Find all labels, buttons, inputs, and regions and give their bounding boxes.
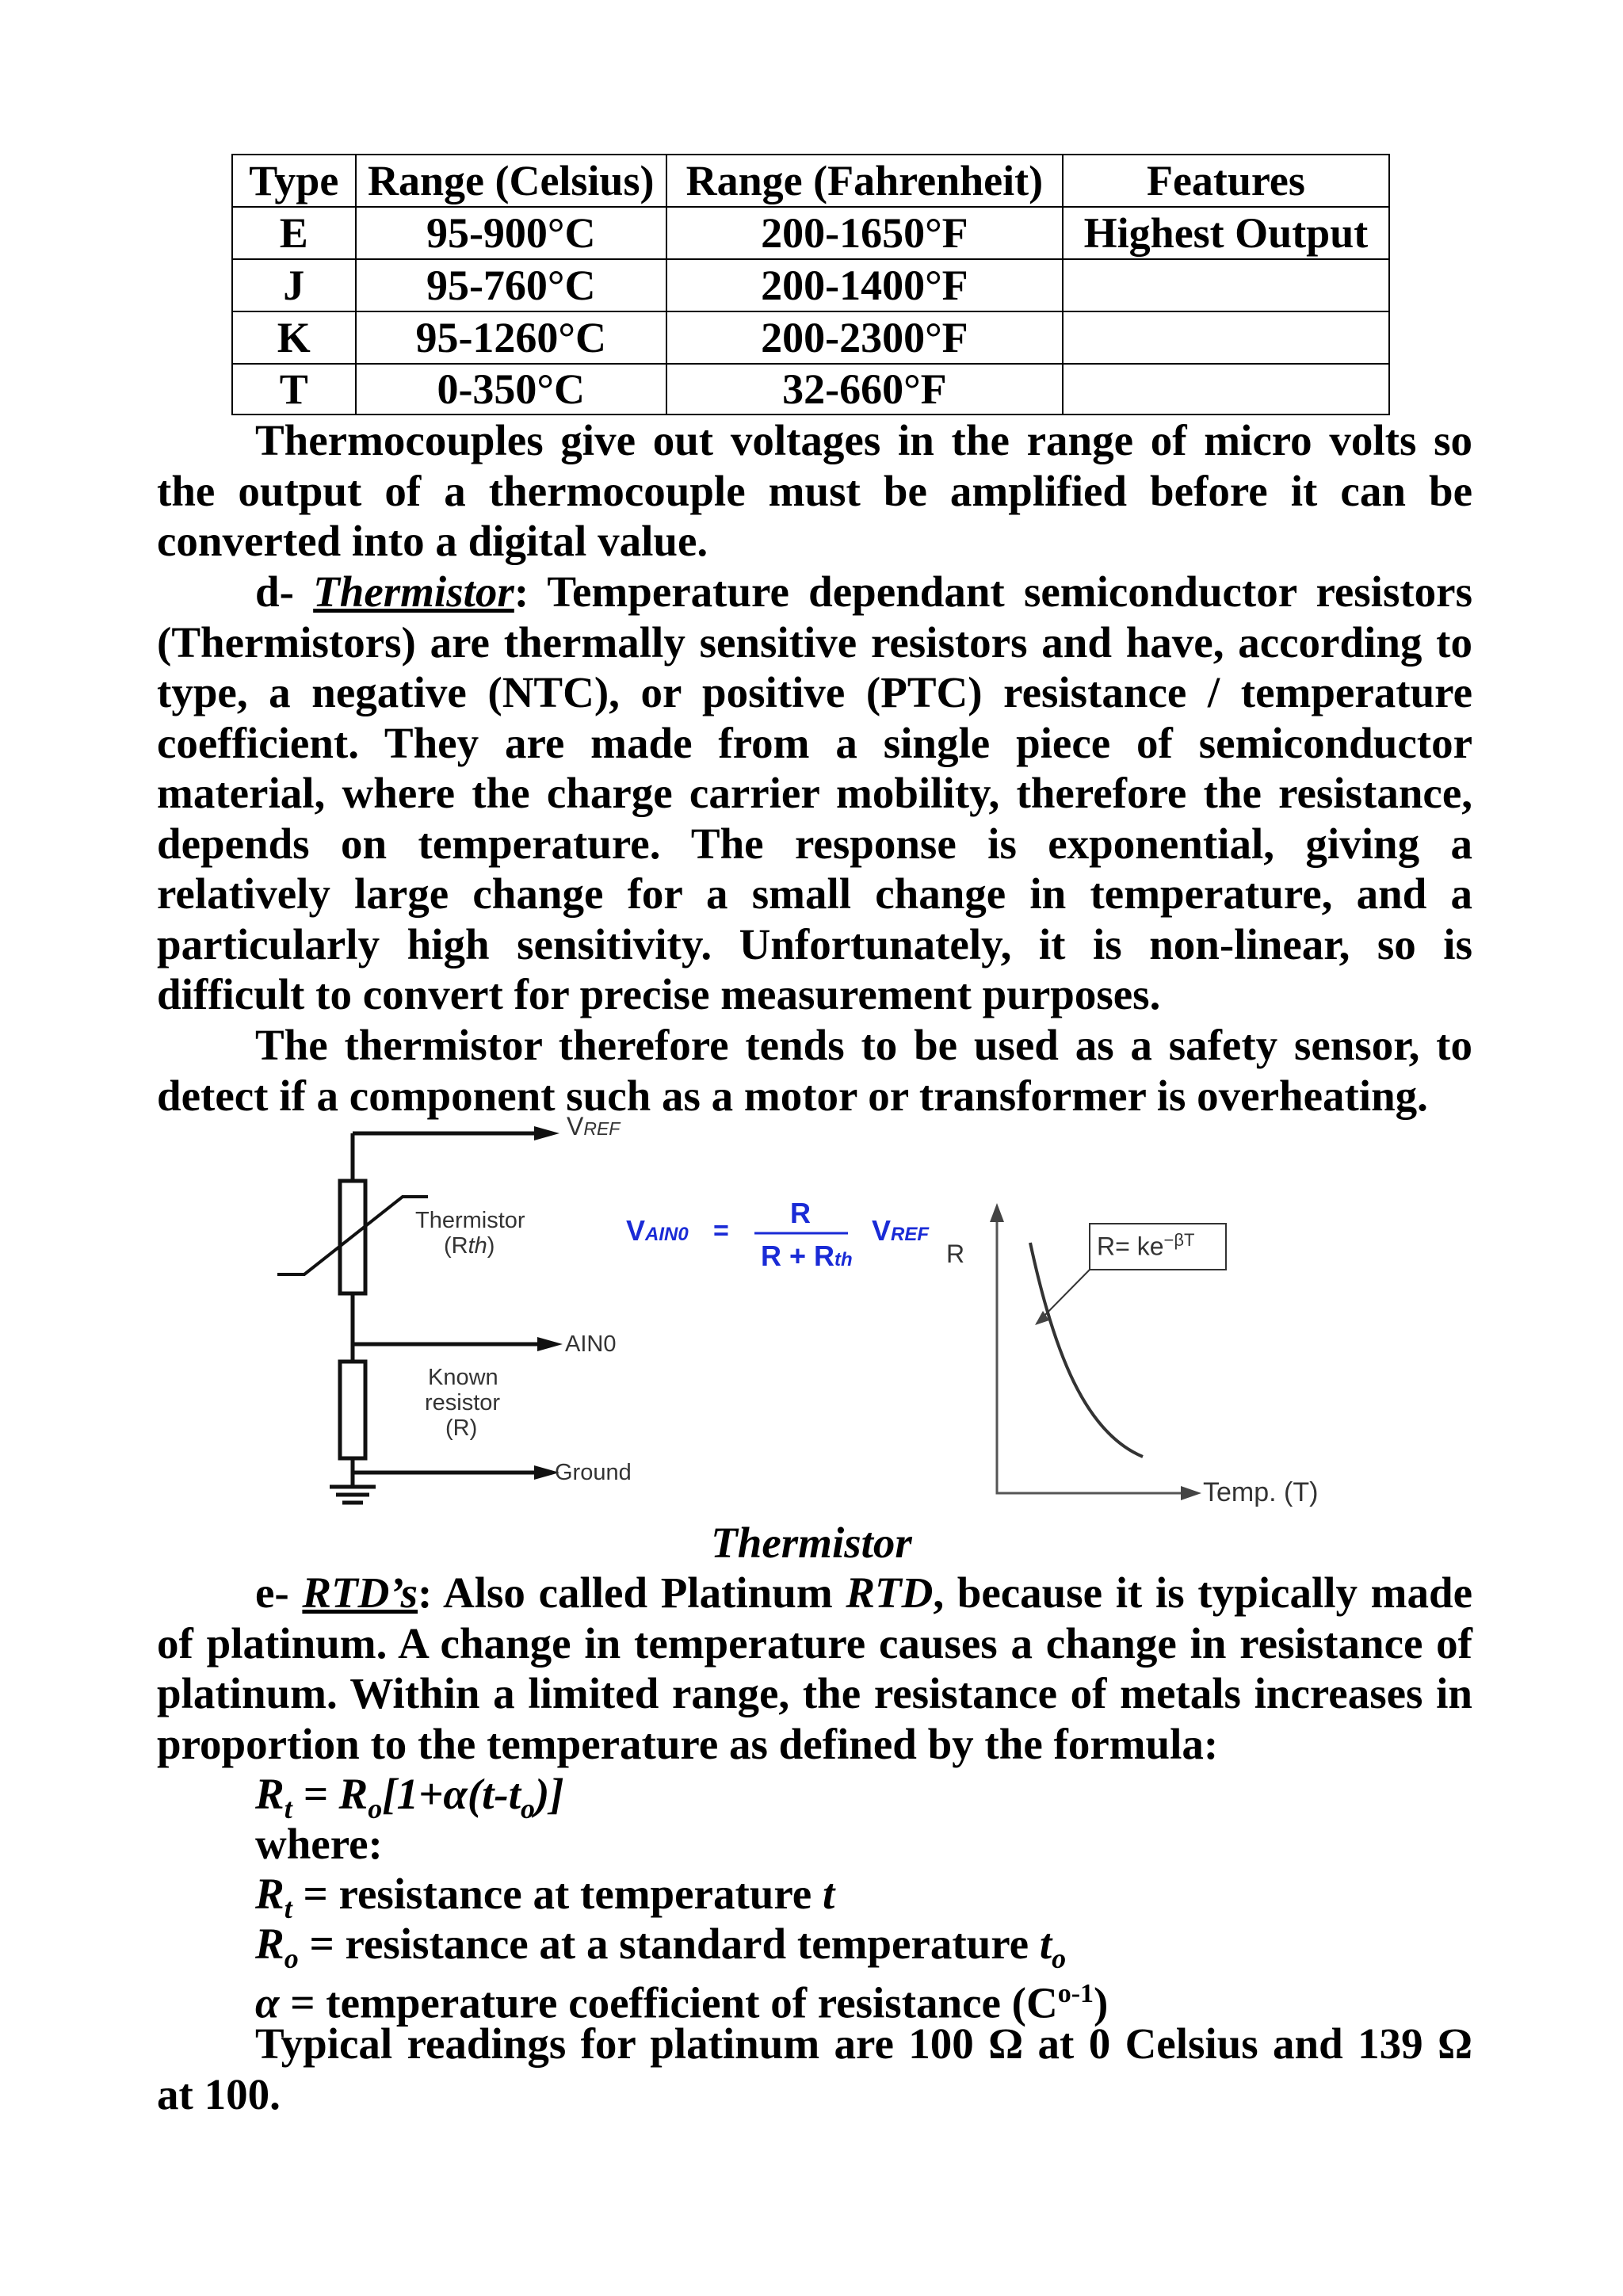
table-cell: 200-1400°F <box>666 259 1063 311</box>
eq-v: V <box>626 1214 646 1247</box>
formula-to-sub: o <box>521 1793 536 1824</box>
rtd-paragraph <box>157 1568 1472 1769</box>
table-cell: 200-2300°F <box>666 311 1063 364</box>
rth-label <box>444 1233 495 1259</box>
section-title: RTD’s <box>302 1568 418 1617</box>
table-cell <box>1063 259 1389 311</box>
table-cell: 200-1650°F <box>666 207 1063 259</box>
rth-sub: th <box>468 1233 487 1259</box>
table-header-row <box>232 155 1389 207</box>
eq-v-sub: AIN0 <box>645 1224 689 1245</box>
rth-r: (R <box>444 1233 468 1259</box>
thermistor-paragraph <box>157 567 1472 1020</box>
rth-close: ) <box>487 1233 495 1259</box>
table-header-cell: Type <box>232 155 356 207</box>
formula-end: )] <box>535 1770 564 1818</box>
ground-label: Ground <box>555 1460 632 1485</box>
formula-o-sub: o <box>368 1793 383 1824</box>
section-body-a: : Also called Platinum <box>418 1568 846 1617</box>
table-row <box>232 311 1389 364</box>
def-r: R <box>255 1870 285 1918</box>
vref-label <box>567 1112 620 1141</box>
def-t: t <box>822 1870 835 1918</box>
equation-numerator: R <box>790 1197 811 1229</box>
table-row <box>232 364 1389 415</box>
graph-y-label: R <box>946 1240 965 1268</box>
equation-denominator <box>761 1240 853 1272</box>
table-cell: J <box>232 259 356 311</box>
table-cell: 0-350°C <box>356 364 666 415</box>
def-t: t <box>1039 1920 1052 1968</box>
eq-den-sub: th <box>834 1249 853 1270</box>
vref-v: V <box>567 1112 584 1140</box>
section-body-b: , because it is typically made of platinum. A change in temperature causes a change in resistance of platinum. Within a limited range, the resistance of metals increases in proportion to the temperature as defined by the formula: <box>157 1568 1472 1768</box>
def-close: ) <box>1094 1978 1109 2027</box>
table-row <box>232 207 1389 259</box>
equation-equals: = <box>713 1216 729 1246</box>
rtd-italic: RTD <box>846 1568 934 1617</box>
thermocouple-table <box>231 154 1390 415</box>
thermistor-diagram <box>262 1112 1403 1520</box>
def-r: R <box>255 1920 285 1968</box>
def-r-sub: t <box>284 1893 292 1924</box>
typical-readings-paragraph: Typical readings for platinum are 100 Ω at 0 Celsius and 139 Ω at 100. <box>157 2019 1472 2118</box>
section-title: Thermistor <box>313 567 514 616</box>
figure-caption: Thermistor <box>711 1519 912 1567</box>
formula-text: R= ke <box>1097 1232 1164 1261</box>
table-row <box>232 259 1389 311</box>
table-cell: E <box>232 207 356 259</box>
formula-eq: = R <box>292 1770 369 1818</box>
thermistor-paragraph-2: The thermistor therefore tends to be used as a safety sensor, to detect if a component such as a motor or transformer is overheating. <box>157 1021 1472 1120</box>
def-sup: o-1 <box>1057 1979 1094 2008</box>
thermocouple-paragraph: Thermocouples give out voltages in the range of micro volts so the output of a thermocouple must be amplified before it can be converted into a digital value. <box>157 416 1472 565</box>
def-text: = temperature coefficient of resistance (C <box>279 1978 1058 2027</box>
known-resistor-label-2: resistor <box>425 1390 501 1415</box>
diagram-graphics <box>262 1124 1403 1520</box>
table-cell: 95-1260°C <box>356 311 666 364</box>
table-header-cell: Features <box>1063 155 1389 207</box>
known-resistor-label-3: (R) <box>445 1415 478 1441</box>
thermistor-label: Thermistor <box>415 1208 525 1233</box>
table-header-cell: Range (Fahrenheit) <box>666 155 1063 207</box>
table-header-cell: Range (Celsius) <box>356 155 666 207</box>
def-text: = resistance at temperature <box>292 1870 823 1918</box>
known-resistor-label-1: Known <box>428 1365 498 1390</box>
table-cell: 95-900°C <box>356 207 666 259</box>
equation-lhs <box>626 1214 689 1247</box>
equation-rhs <box>872 1214 929 1247</box>
eq-den: R + R <box>761 1240 835 1272</box>
table-cell: 95-760°C <box>356 259 666 311</box>
table-cell <box>1063 311 1389 364</box>
table-cell <box>1063 364 1389 415</box>
table-cell: 32-660°F <box>666 364 1063 415</box>
section-prefix: d- <box>255 567 314 616</box>
formula-rest: [1+α(t-t <box>382 1770 521 1818</box>
ain0-label: AIN0 <box>565 1331 617 1357</box>
graph-formula <box>1097 1230 1194 1261</box>
section-body: : Temperature dependant semiconductor resistors (Thermistors) are thermally sensitive resistors and have, according to type, a negative (NTC), or positive (PTC) resistance / temperature coefficient. They are made from a single piece of semiconductor material, where the charge carrier mobility, therefore the resistance, depends on temperature. The response is exponential, giving a relatively large change for a small change in temperature, and a particularly high sensitivity. Unfortunately, it is non-linear, so is difficult to convert for precise measurement purposes. <box>157 567 1472 1018</box>
def-alpha: α <box>255 1978 280 2027</box>
where-label: where: <box>255 1820 383 1868</box>
eq-rhs-v: V <box>872 1214 892 1247</box>
vref-sub: REF <box>583 1118 621 1139</box>
table-cell: Highest Output <box>1063 207 1389 259</box>
section-prefix: e- <box>255 1568 303 1617</box>
arrow-heads <box>534 1126 563 1480</box>
def-t-sub: o <box>1052 1943 1067 1974</box>
table-cell: T <box>232 364 356 415</box>
formula-r: R <box>255 1770 285 1818</box>
table-cell: K <box>232 311 356 364</box>
eq-rhs-sub: REF <box>891 1224 930 1245</box>
def-text: = resistance at a standard temperature <box>298 1920 1040 1968</box>
def-r-sub: o <box>284 1943 299 1974</box>
formula-sup: −βT <box>1163 1230 1195 1250</box>
formula-r-sub: t <box>284 1793 292 1824</box>
graph-x-label: Temp. (T) <box>1203 1477 1319 1507</box>
